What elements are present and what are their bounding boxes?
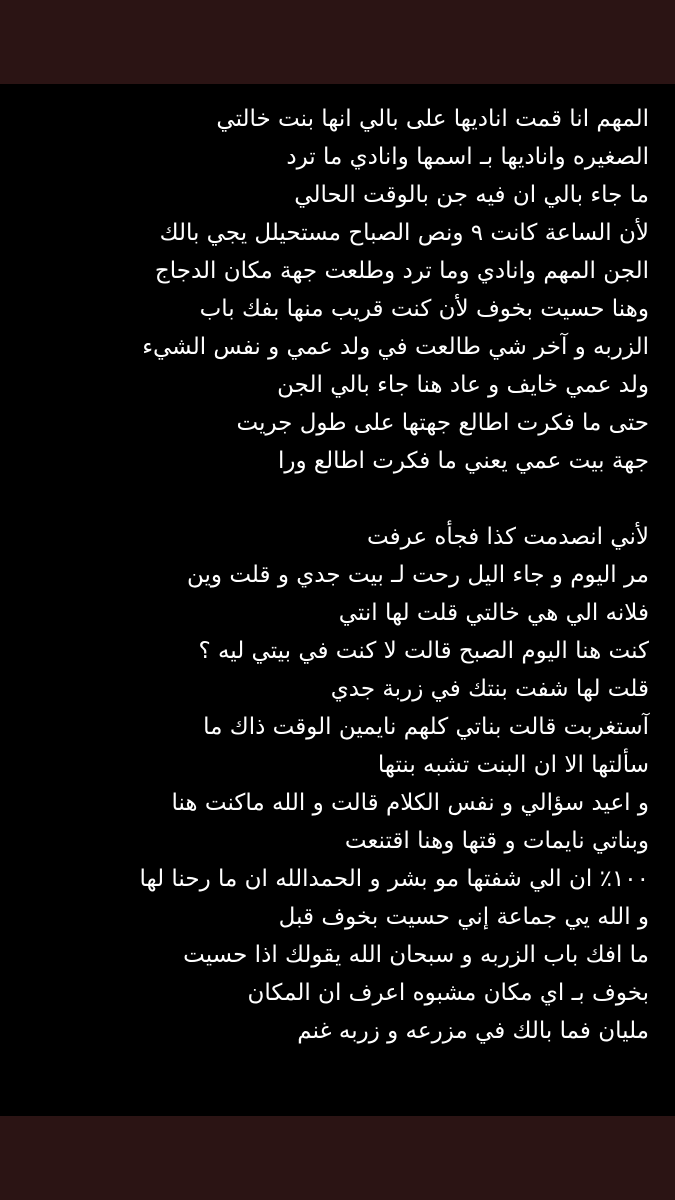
text-line: وهنا حسيت بخوف لأن كنت قريب منها بفك باب	[199, 296, 649, 322]
text-line: ما جاء بالي ان فيه جن بالوقت الحالي	[294, 182, 649, 208]
text-line: لأن الساعة كانت ٩ ونص الصباح مستحيلل يجي بالك	[159, 220, 649, 246]
text-line: الزربه و آخر شي طالعت في ولد عمي و نفس الشيء	[142, 334, 649, 360]
text-line: لأني انصدمت كذا فجأه عرفت	[367, 524, 649, 550]
text-line: كنت هنا اليوم الصبح قالت لا كنت في بيتي ليه ؟	[198, 638, 649, 664]
text-line: سألتها الا ان البنت تشبه بنتها	[377, 752, 649, 778]
text-line: حتى ما فكرت اطالع جهتها على طول جريت	[236, 410, 649, 436]
text-line: و الله يي جماعة إني حسيت بخوف قبل	[278, 904, 649, 930]
text-line: آستغربت قالت بناتي كلهم نايمين الوقت ذاك ما	[203, 714, 649, 740]
text-line: الجن المهم وانادي وما ترد وطلعت جهة مكان الدجاج	[154, 258, 649, 284]
text-line: فلانه الي هي خالتي قلت لها انتي	[338, 600, 649, 626]
text-line: مليان فما بالك في مزرعه و زربه غنم	[297, 1018, 649, 1044]
text-line: و اعيد سؤالي و نفس الكلام قالت و الله ماكنت هنا	[171, 790, 649, 816]
text-line: وبناتي نايمات و قتها وهنا اقتنعت	[344, 828, 649, 854]
top-bar	[0, 0, 675, 84]
text-line: ١٠٠٪ ان الي شفتها مو بشر و الحمدالله ان ما رحنا لها	[139, 866, 649, 892]
text-line: مر اليوم و جاء اليل رحت لـ بيت جدي و قلت وين	[187, 562, 649, 588]
bottom-bar	[0, 1116, 675, 1200]
text-line: المهم انا قمت اناديها على بالي انها بنت خالتي	[216, 106, 649, 132]
story-text-area	[0, 84, 675, 1116]
text-line: ما افك باب الزربه و سبحان الله يقولك اذا حسيت	[183, 942, 649, 968]
text-line: ولد عمي خايف و عاد هنا جاء بالي الجن	[277, 372, 649, 398]
text-line: بخوف بـ اي مكان مشبوه اعرف ان المكان	[247, 980, 649, 1006]
text-line: الصغيره واناديها بـ اسمها وانادي ما ترد	[286, 144, 649, 170]
text-line: جهة بيت عمي يعني ما فكرت اطالع ورا	[278, 448, 649, 474]
text-line: قلت لها شفت بنتك في زربة جدي	[330, 676, 649, 702]
